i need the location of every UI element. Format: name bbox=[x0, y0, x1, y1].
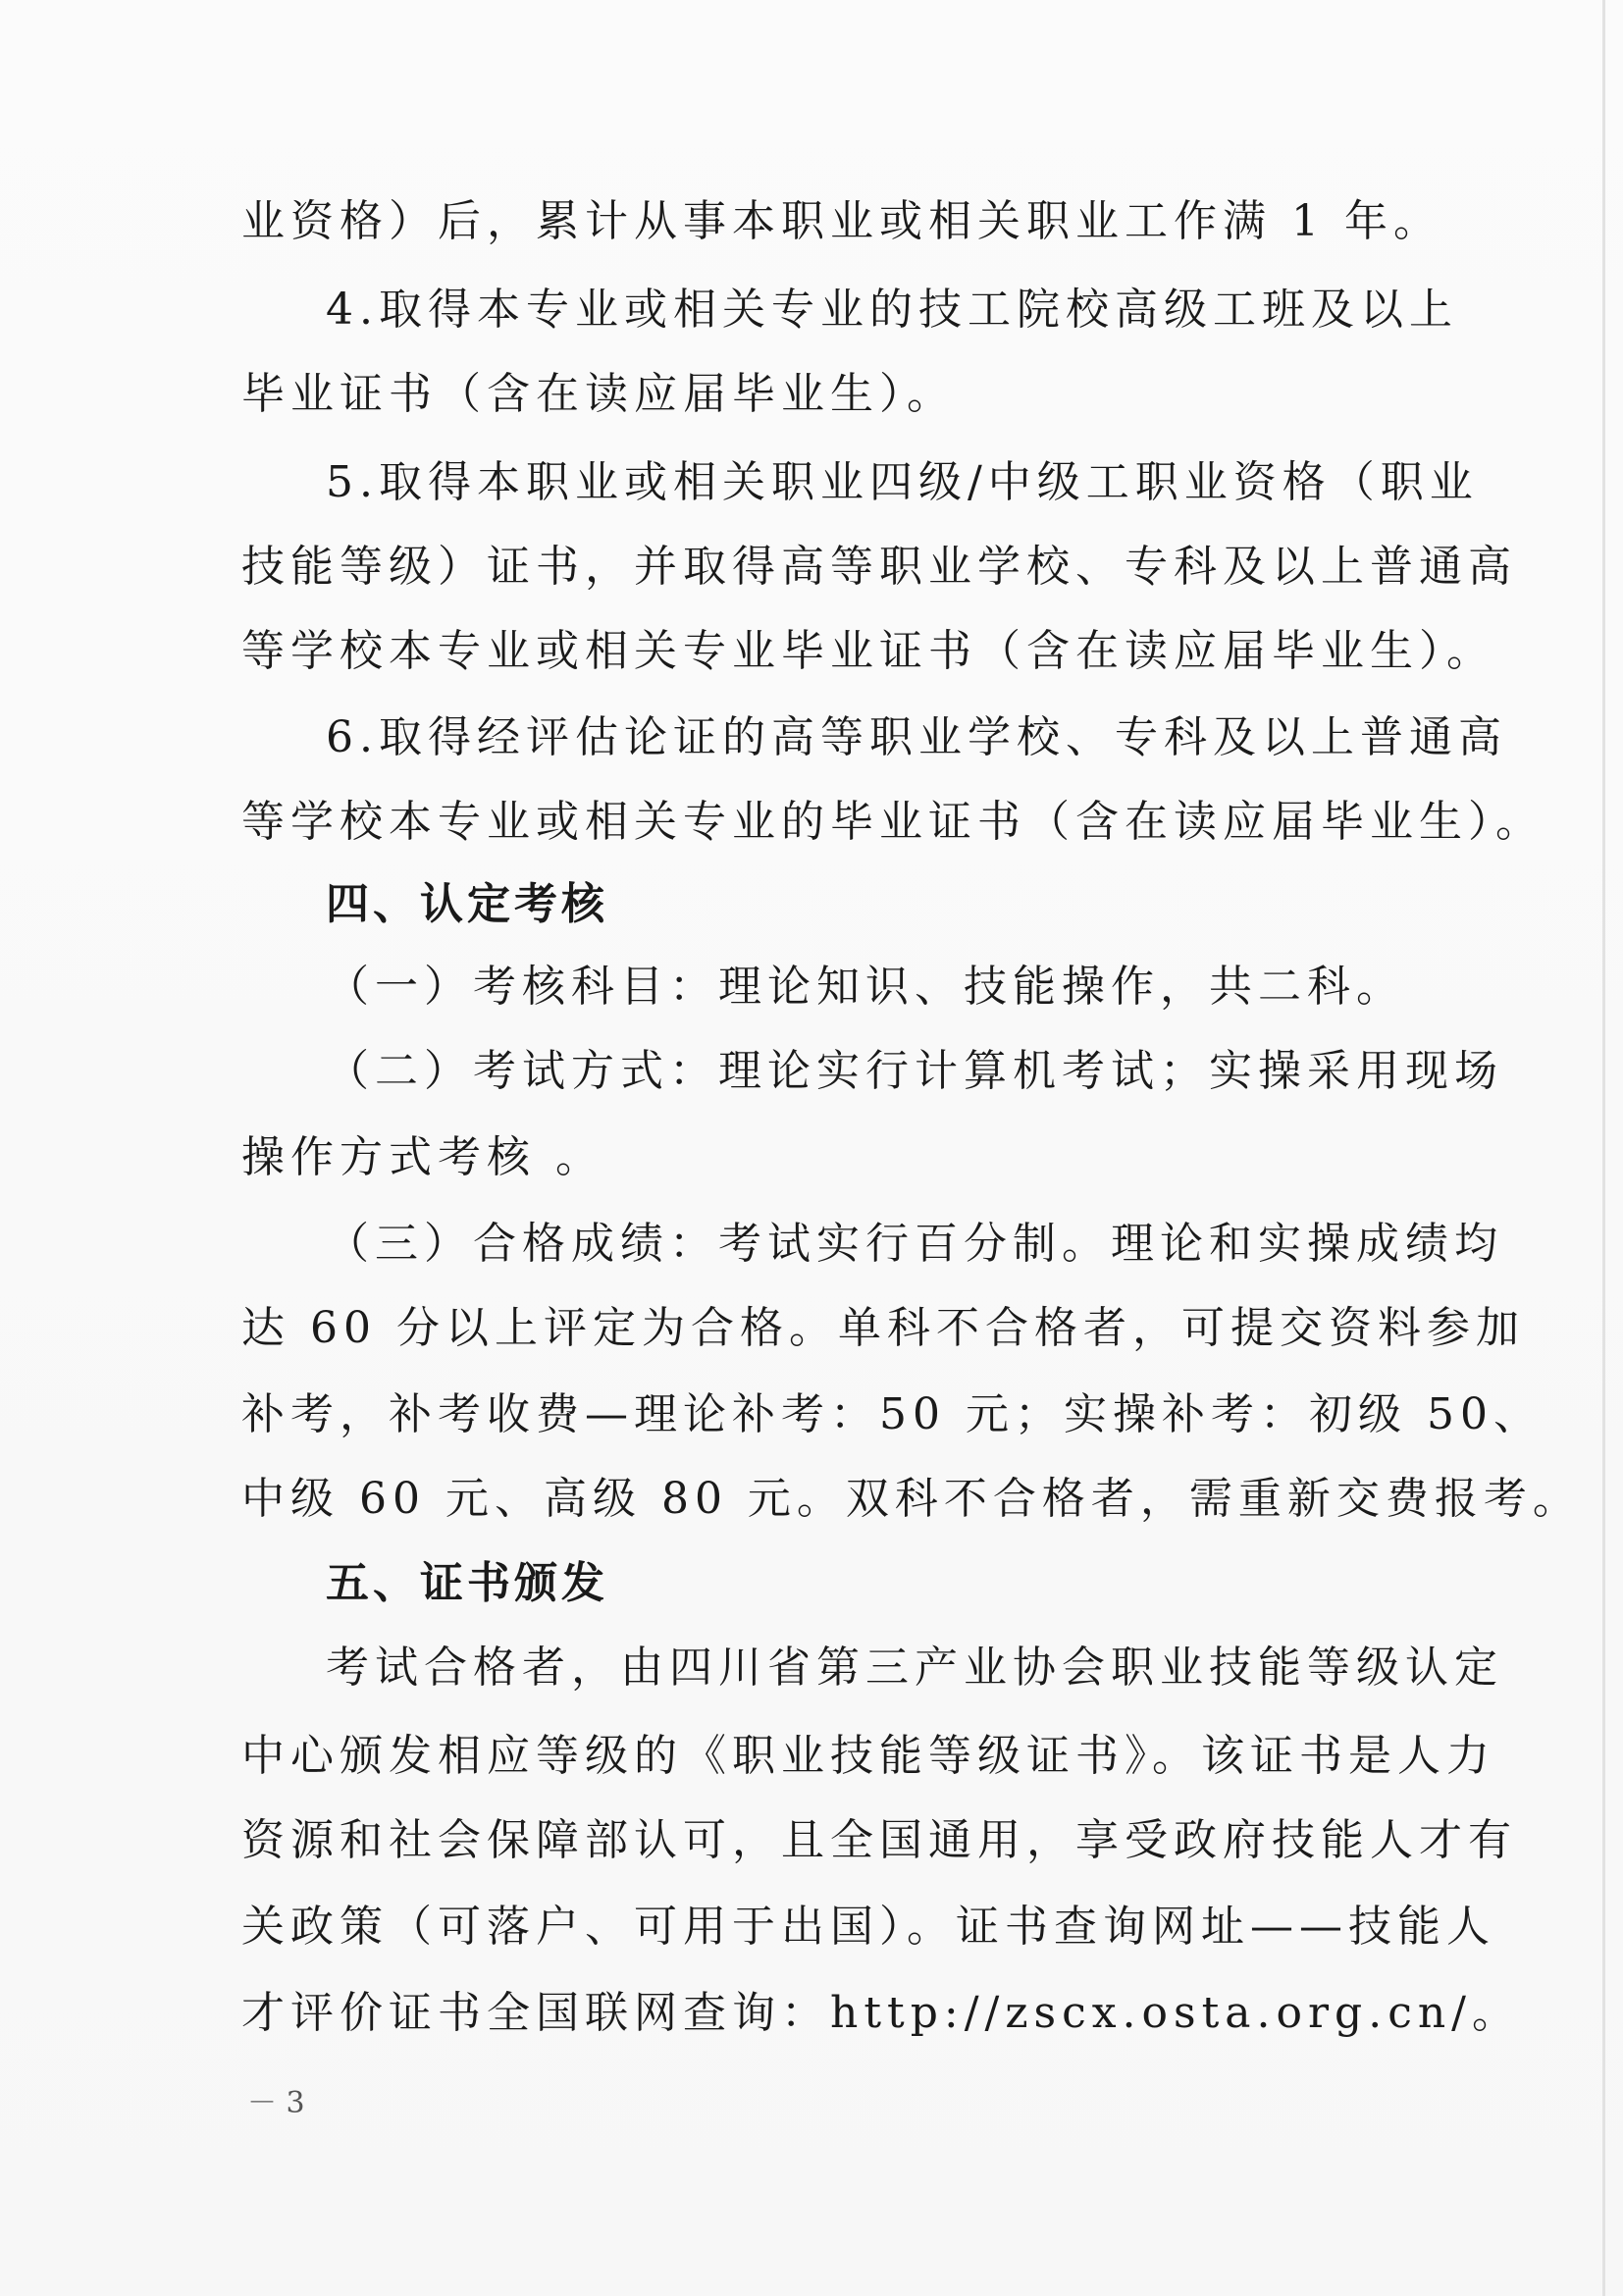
body-line: 技能等级）证书，并取得高等职业学校、专科及以上普通高 bbox=[241, 542, 1517, 592]
body-line: 毕业证书（含在读应届毕业生）。 bbox=[241, 369, 956, 419]
body-line: 才评价证书全国联网查询：http://zscx.osta.org.cn/。 bbox=[241, 1988, 1521, 2038]
assessment-subjects: （一）考核科目：理论知识、技能操作，共二科。 bbox=[326, 962, 1405, 1012]
body-line: 中级 60 元、高级 80 元。双科不合格者，需重新交费报考。 bbox=[241, 1474, 1582, 1524]
body-line: 操作方式考核 。 bbox=[241, 1132, 604, 1182]
body-line: 补考，补考收费—理论补考：50 元；实操补考：初级 50、 bbox=[241, 1389, 1543, 1439]
exam-method: （二）考试方式：理论实行计算机考试；实操采用现场 bbox=[326, 1046, 1503, 1096]
page-number: － 3 bbox=[247, 2086, 305, 2120]
body-line: 等学校本专业或相关专业的毕业证书（含在读应届毕业生）。 bbox=[241, 797, 1544, 847]
body-line: 资源和社会保障部认可，且全国通用，享受政府技能人才有 bbox=[241, 1815, 1517, 1865]
certificate-paragraph: 考试合格者，由四川省第三产业协会职业技能等级认定 bbox=[326, 1643, 1503, 1693]
body-line: 业资格）后，累计从事本职业或相关职业工作满 1 年。 bbox=[241, 196, 1442, 246]
passing-score: （三）合格成绩：考试实行百分制。理论和实操成绩均 bbox=[326, 1219, 1503, 1269]
requirement-item-5: 5.取得本职业或相关职业四级/中级工职业资格（职业 bbox=[326, 457, 1479, 507]
body-line: 等学校本专业或相关专业毕业证书（含在读应届毕业生）。 bbox=[241, 626, 1495, 676]
body-line: 达 60 分以上评定为合格。单科不合格者，可提交资料参加 bbox=[241, 1303, 1525, 1353]
section-heading-certificate: 五、证书颁发 bbox=[326, 1558, 608, 1608]
requirement-item-4: 4.取得本专业或相关专业的技工院校高级工班及以上 bbox=[326, 285, 1458, 335]
body-line: 关政策（可落户、可用于出国）。证书查询网址——技能人 bbox=[241, 1902, 1495, 1952]
requirement-item-6: 6.取得经评估论证的高等职业学校、专科及以上普通高 bbox=[326, 712, 1507, 762]
body-line: 中心颁发相应等级的《职业技能等级证书》。该证书是人力 bbox=[241, 1731, 1495, 1781]
section-heading-assessment: 四、认定考核 bbox=[326, 879, 608, 929]
page-edge bbox=[1602, 0, 1605, 2296]
